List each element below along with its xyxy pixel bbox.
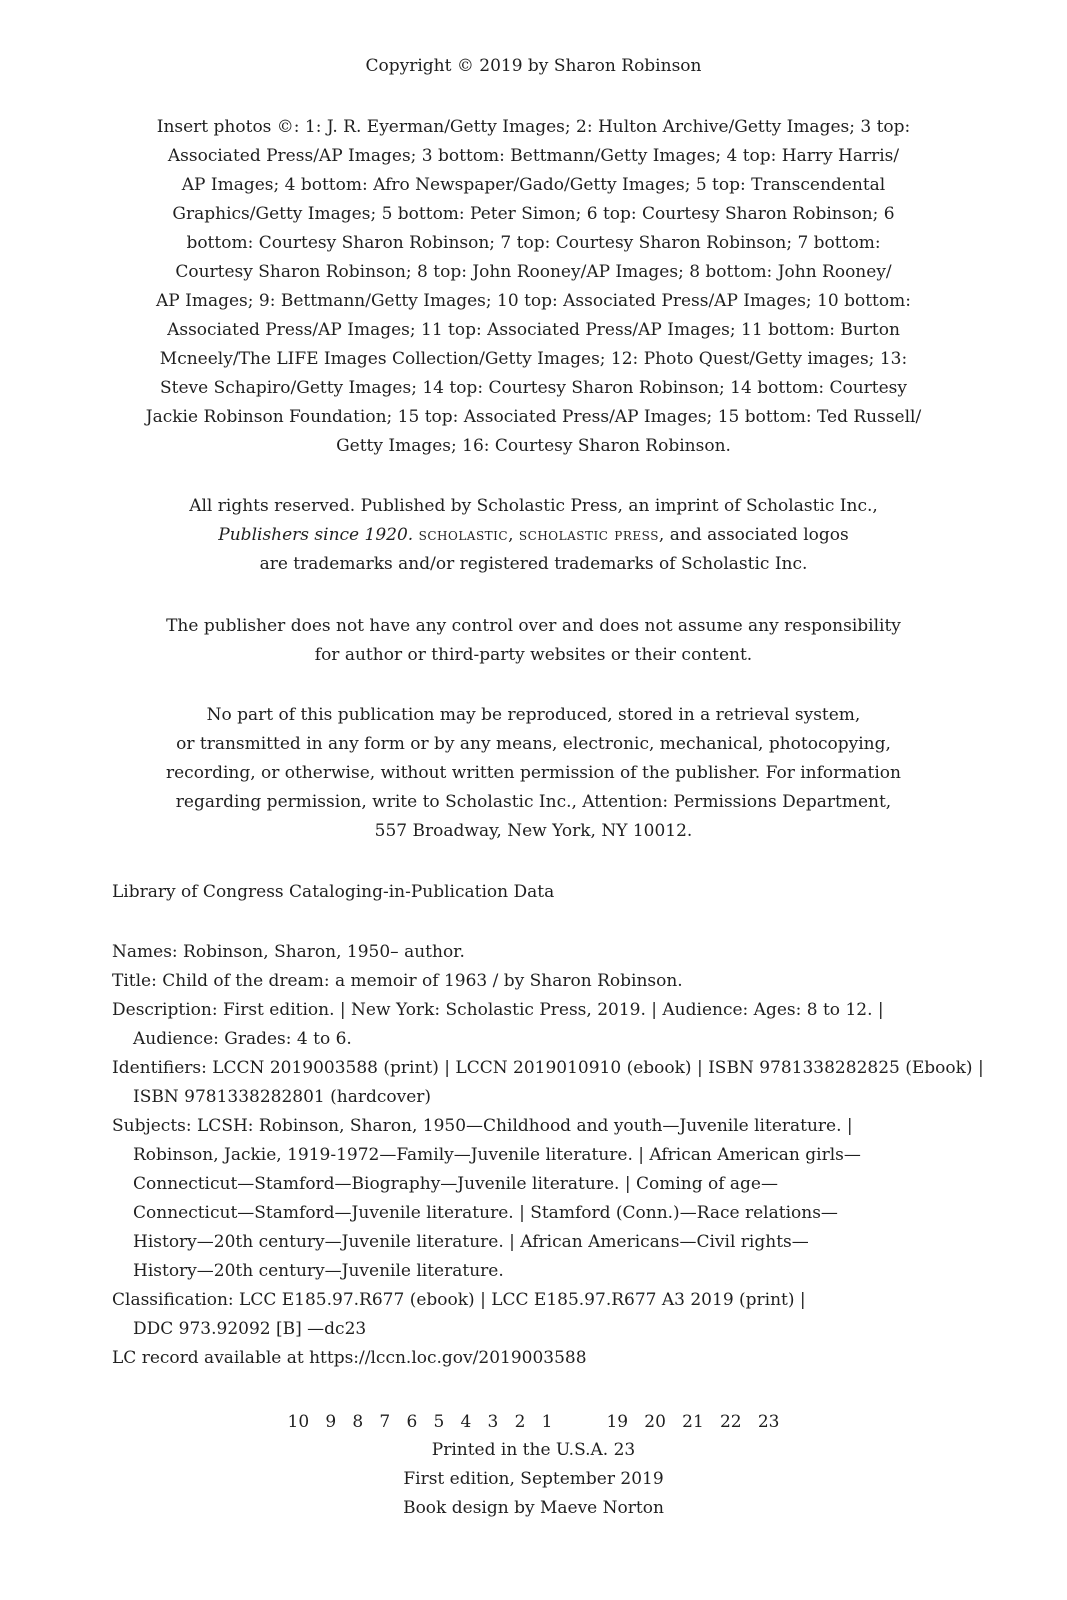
publishers-since: Publishers since 1920.	[218, 525, 414, 545]
reproduction-notice	[110, 701, 957, 846]
reproduction-line: regarding permission, write to Scholastic Inc., Attention: Permissions Department,	[175, 792, 892, 812]
publisher-notice-line: The publisher does not have any control over and does not assume any responsibility	[166, 616, 901, 636]
photo-credit-line: Courtesy Sharon Robinson; 8 top: John Rooney/AP Images; 8 bottom: John Rooney/	[175, 262, 892, 282]
scholastic-mark: scholastic	[418, 525, 509, 545]
cip-line: Identifiers: LCCN 2019003588 (print) | LCCN 2019010910 (ebook) | ISBN 9781338282825 (Ebook) |	[112, 1058, 984, 1078]
rights-line-2	[110, 521, 957, 550]
photo-credit-line: Steve Schapiro/Getty Images; 14 top: Courtesy Sharon Robinson; 14 bottom: Courtesy	[159, 378, 908, 398]
photo-credit-line: Getty Images; 16: Courtesy Sharon Robinson.	[336, 436, 731, 456]
publisher-notice	[110, 612, 957, 670]
photo-credit-line: Associated Press/AP Images; 3 bottom: Bettmann/Getty Images; 4 top: Harry Harris/	[167, 146, 900, 166]
photo-credit-line: AP Images; 9: Bettmann/Getty Images; 10 top: Associated Press/AP Images; 10 bottom:	[156, 291, 911, 311]
scholastic-press-mark: scholastic press	[518, 525, 659, 545]
photo-credit-line: AP Images; 4 bottom: Afro Newspaper/Gado/Getty Images; 5 top: Transcendental	[181, 175, 886, 195]
colophon	[110, 1436, 957, 1523]
photo-credit-line: bottom: Courtesy Sharon Robinson; 7 top: Courtesy Sharon Robinson; 7 bottom:	[186, 233, 881, 253]
reproduction-line: or transmitted in any form or by any means, electronic, mechanical, photocopying,	[176, 734, 891, 754]
book-design: Book design by Maeve Norton	[403, 1498, 664, 1518]
rights-line-3: are trademarks and/or registered trademarks of Scholastic Inc.	[259, 554, 808, 574]
cip-line: Connecticut—Stamford—Juvenile literature. | Stamford (Conn.)—Race relations—	[133, 1203, 838, 1223]
cip-line: Names: Robinson, Sharon, 1950– author.	[112, 942, 465, 962]
photo-credit-line: Jackie Robinson Foundation; 15 top: Associated Press/AP Images; 15 bottom: Ted Russell/	[145, 407, 922, 427]
cip-line: Robinson, Jackie, 1919-1972—Family—Juvenile literature. | African American girls—	[133, 1145, 861, 1165]
photo-credit-line: Insert photos ©: 1: J. R. Eyerman/Getty Images; 2: Hulton Archive/Getty Images; 3 top:	[156, 117, 911, 137]
edition: First edition, September 2019	[403, 1469, 664, 1489]
cip-line: Audience: Grades: 4 to 6.	[133, 1029, 352, 1049]
separator: ,	[508, 525, 519, 545]
photo-credits	[110, 113, 957, 461]
cip-line: ISBN 9781338282801 (hardcover)	[133, 1087, 432, 1107]
rights-statement	[110, 492, 957, 579]
rights-line-1: All rights reserved. Published by Scholastic Press, an imprint of Scholastic Inc.,	[189, 496, 878, 516]
reproduction-line: No part of this publication may be reproduced, stored in a retrieval system,	[206, 705, 861, 725]
cip-data	[112, 938, 984, 1373]
photo-credit-line: Graphics/Getty Images; 5 bottom: Peter Simon; 6 top: Courtesy Sharon Robinson; 6	[172, 204, 895, 224]
cip-line[interactable]: LC record available at https://lccn.loc.gov/2019003588	[112, 1348, 587, 1368]
rights-line-2-rest: , and associated logos	[658, 525, 849, 545]
cip-line: Title: Child of the dream: a memoir of 1963 / by Sharon Robinson.	[112, 971, 683, 991]
copyright-line	[110, 52, 957, 81]
copyright-text: Copyright © 2019 by Sharon Robinson	[365, 56, 702, 76]
cip-heading	[112, 878, 942, 907]
printing-line: 10 9 8 7 6 5 4 3 2 1 19 20 21 22 23	[287, 1412, 780, 1432]
cip-line: DDC 973.92092 [B] —dc23	[133, 1319, 367, 1339]
photo-credit-line: Mcneely/The LIFE Images Collection/Getty Images; 12: Photo Quest/Getty images; 13:	[159, 349, 908, 369]
printed-in: Printed in the U.S.A. 23	[431, 1440, 636, 1460]
cip-line: History—20th century—Juvenile literature.	[133, 1261, 504, 1281]
cip-heading-text: Library of Congress Cataloging-in-Publication Data	[112, 882, 555, 902]
cip-line: Subjects: LCSH: Robinson, Sharon, 1950—Childhood and youth—Juvenile literature. |	[112, 1116, 853, 1136]
reproduction-line: 557 Broadway, New York, NY 10012.	[374, 821, 693, 841]
cip-line: Description: First edition. | New York: Scholastic Press, 2019. | Audience: Ages: 8 to 12. |	[112, 1000, 884, 1020]
cip-line: Connecticut—Stamford—Biography—Juvenile literature. | Coming of age—	[133, 1174, 778, 1194]
publisher-notice-line: for author or third-party websites or their content.	[314, 645, 753, 665]
cip-line: Classification: LCC E185.97.R677 (ebook) | LCC E185.97.R677 A3 2019 (print) |	[112, 1290, 806, 1310]
photo-credit-line: Associated Press/AP Images; 11 top: Associated Press/AP Images; 11 bottom: Burton	[167, 320, 900, 340]
cip-line: History—20th century—Juvenile literature. | African Americans—Civil rights—	[133, 1232, 809, 1252]
reproduction-line: recording, or otherwise, without written permission of the publisher. For information	[166, 763, 901, 783]
